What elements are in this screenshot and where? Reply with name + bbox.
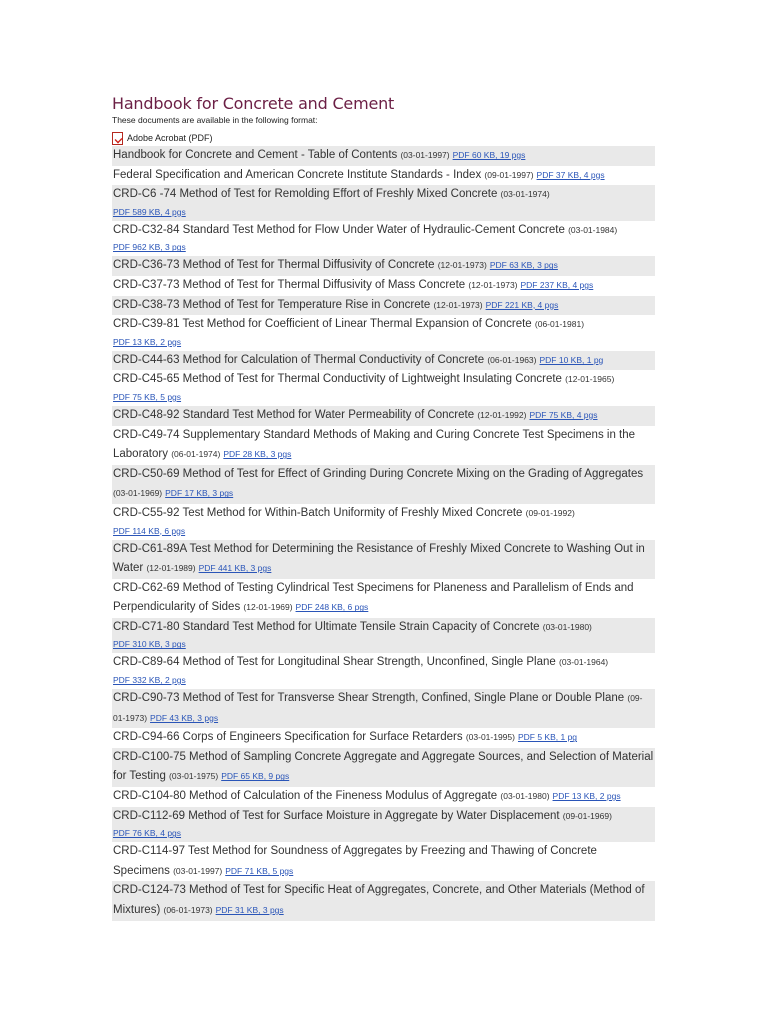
pdf-download-link[interactable]: PDF 17 KB, 3 pgs bbox=[165, 488, 234, 499]
pdf-download-link[interactable]: PDF 10 KB, 1 pg bbox=[539, 354, 604, 365]
document-date: (03-01-1975) bbox=[169, 771, 219, 782]
pdf-download-link[interactable]: PDF 31 KB, 3 pgs bbox=[215, 905, 284, 915]
document-title: CRD-C32-84 Standard Test Method for Flow Under Water of Hydraulic-Cement Concrete bbox=[113, 223, 569, 236]
document-item bbox=[112, 146, 655, 166]
document-item bbox=[112, 406, 655, 426]
document-item bbox=[112, 256, 655, 276]
pdf-download-link[interactable]: PDF 63 KB, 3 pgs bbox=[489, 260, 558, 271]
document-title: CRD-C112-69 Method of Test for Surface Moisture in Aggregate by Water Displacement bbox=[113, 809, 563, 822]
pdf-download-link[interactable]: PDF 248 KB, 6 pgs bbox=[295, 602, 369, 613]
document-list bbox=[112, 146, 655, 921]
document-date: (12-01-1989) bbox=[146, 563, 196, 574]
document-date: (03-01-1964) bbox=[559, 657, 609, 668]
document-date: (12-01-1973) bbox=[437, 260, 487, 271]
document-date: (06-01-1963) bbox=[487, 354, 537, 365]
document-title: CRD-C50-69 Method of Test for Effect of Grinding During Concrete Mixing on the Grading of Aggregates bbox=[113, 467, 644, 480]
document-item bbox=[112, 787, 655, 807]
document-title: CRD-C49-74 Supplementary Standard Methods of Making and Curing Concrete Test Specimens in the Laboratory bbox=[113, 428, 636, 461]
pdf-download-link[interactable]: PDF 60 KB, 19 pgs bbox=[452, 150, 526, 160]
document-item bbox=[112, 540, 655, 579]
pdf-download-link[interactable]: PDF 332 KB, 2 pgs bbox=[113, 675, 186, 686]
pdf-download-link[interactable]: PDF 310 KB, 3 pgs bbox=[113, 639, 186, 650]
document-title: CRD-C55-92 Test Method for Within-Batch Uniformity of Freshly Mixed Concrete bbox=[113, 506, 526, 519]
document-date: (12-01-1992) bbox=[477, 409, 527, 420]
pdf-download-link[interactable]: PDF 221 KB, 4 pgs bbox=[485, 299, 559, 310]
document-item bbox=[112, 370, 655, 406]
document-item bbox=[112, 221, 655, 257]
document-date: (06-01-1981) bbox=[534, 319, 585, 330]
document-item bbox=[112, 504, 655, 540]
document-date: (12-01-1969) bbox=[243, 602, 293, 613]
document-title: Federal Specification and American Concrete Institute Standards - Index bbox=[113, 168, 485, 181]
document-title: CRD-C61-89A Test Method for Determining the Resistance of Freshly Mixed Concrete to Washing Out in Water bbox=[113, 542, 645, 575]
page-title: Handbook for Concrete and Cement bbox=[112, 94, 395, 113]
pdf-download-link[interactable]: PDF 75 KB, 5 pgs bbox=[113, 391, 182, 402]
document-item bbox=[112, 315, 655, 351]
document-item bbox=[112, 276, 655, 296]
document-title: CRD-C104-80 Method of Calculation of the Fineness Modulus of Aggregate bbox=[113, 790, 501, 803]
document-title: CRD-C36-73 Method of Test for Thermal Diffusivity of Concrete bbox=[113, 259, 438, 272]
document-date: (03-01-1980) bbox=[542, 621, 592, 632]
document-date: (03-01-1997) bbox=[400, 150, 450, 160]
pdf-download-link[interactable]: PDF 28 KB, 3 pgs bbox=[223, 449, 292, 460]
document-title: CRD-C38-73 Method of Test for Temperature Rise in Concrete bbox=[113, 298, 434, 311]
pdf-download-link[interactable]: PDF 5 KB, 1 pg bbox=[517, 732, 578, 743]
document-item bbox=[112, 618, 655, 654]
format-label: Adobe Acrobat (PDF) bbox=[127, 133, 213, 143]
document-date: (03-01-1997) bbox=[173, 865, 223, 876]
pdf-download-link[interactable]: PDF 962 KB, 3 pgs bbox=[113, 242, 186, 253]
pdf-download-link[interactable]: PDF 65 KB, 9 pgs bbox=[221, 771, 290, 782]
pdf-download-link[interactable]: PDF 37 KB, 4 pgs bbox=[536, 169, 605, 180]
document-item bbox=[112, 689, 655, 728]
document-item bbox=[112, 465, 655, 504]
document-title: CRD-C90-73 Method of Test for Transverse Shear Strength, Confined, Single Plane or Double Plane bbox=[113, 692, 628, 705]
document-title: CRD-C89-64 Method of Test for Longitudinal Shear Strength, Unconfined, Single Plane bbox=[113, 656, 559, 669]
pdf-download-link[interactable]: PDF 76 KB, 4 pgs bbox=[113, 828, 182, 839]
document-date: (09-01-1992) bbox=[525, 507, 575, 518]
document-item bbox=[112, 842, 655, 881]
document-date: (03-01-1969) bbox=[113, 488, 163, 499]
document-date: (09-01-1969) bbox=[562, 810, 612, 821]
document-title: CRD-C124-73 Method of Test for Specific Heat of Aggregates, Concrete, and Other Materials (Method of Mixtures) bbox=[113, 884, 645, 916]
pdf-download-link[interactable]: PDF 114 KB, 6 pgs bbox=[113, 525, 186, 536]
pdf-download-link[interactable]: PDF 43 KB, 3 pgs bbox=[150, 712, 219, 723]
document-item bbox=[112, 653, 655, 689]
document-item bbox=[112, 166, 655, 186]
pdf-download-link[interactable]: PDF 441 KB, 3 pgs bbox=[198, 563, 272, 574]
document-title: CRD-C100-75 Method of Sampling Concrete Aggregate and Aggregate Sources, and Selection of Material for Testing bbox=[113, 750, 654, 783]
document-title: CRD-C48-92 Standard Test Method for Water Permeability of Concrete bbox=[113, 408, 478, 421]
document-title: CRD-C6 -74 Method of Test for Remolding Effort of Freshly Mixed Concrete bbox=[113, 188, 501, 201]
document-date: (03-01-1974) bbox=[500, 189, 550, 200]
pdf-download-link[interactable]: PDF 13 KB, 2 pgs bbox=[552, 791, 621, 802]
document-title: CRD-C39-81 Test Method for Coefficient of Linear Thermal Expansion of Concrete bbox=[113, 318, 535, 331]
document-date: (06-01-1973) bbox=[163, 905, 213, 915]
document-date: (06-01-1974) bbox=[171, 449, 221, 460]
document-item bbox=[112, 881, 655, 920]
document-title: CRD-C114-97 Test Method for Soundness of Aggregates by Freezing and Thawing of Concrete Specimens bbox=[113, 845, 597, 877]
document-page bbox=[112, 94, 655, 921]
pdf-download-link[interactable]: PDF 75 KB, 4 pgs bbox=[529, 409, 598, 420]
document-item bbox=[112, 748, 655, 787]
document-item bbox=[112, 185, 655, 221]
pdf-download-link[interactable]: PDF 71 KB, 5 pgs bbox=[225, 865, 294, 876]
document-title: CRD-C37-73 Method of Test for Thermal Diffusivity of Mass Concrete bbox=[113, 278, 469, 291]
document-date: (12-01-1973) bbox=[468, 279, 518, 290]
document-title: CRD-C94-66 Corps of Engineers Specification for Surface Retarders bbox=[113, 731, 466, 744]
document-item bbox=[112, 807, 655, 843]
pdf-download-link[interactable]: PDF 589 KB, 4 pgs bbox=[113, 206, 186, 217]
format-intro: These documents are available in the following format: bbox=[112, 115, 318, 125]
document-title: CRD-C62-69 Method of Testing Cylindrical Test Specimens for Planeness and Parallelism of Ends and Perpendicularity of Sides bbox=[113, 581, 634, 614]
document-item bbox=[112, 351, 655, 371]
document-item bbox=[112, 426, 655, 465]
document-item bbox=[112, 579, 655, 618]
document-title: Handbook for Concrete and Cement - Table of Contents bbox=[113, 149, 401, 161]
pdf-download-link[interactable]: PDF 237 KB, 4 pgs bbox=[520, 279, 594, 290]
document-title: CRD-C45-65 Method of Test for Thermal Conductivity of Lightweight Insulating Concrete bbox=[113, 373, 566, 386]
document-item bbox=[112, 728, 655, 748]
document-date: (03-01-1995) bbox=[465, 732, 515, 743]
document-item bbox=[112, 296, 655, 316]
document-date: (09-01-1973) bbox=[113, 693, 643, 723]
document-date: (09-01-1997) bbox=[484, 169, 534, 180]
document-date: (03-01-1980) bbox=[500, 791, 550, 802]
document-date: (12-01-1965) bbox=[565, 374, 615, 385]
format-row bbox=[112, 130, 655, 146]
document-title: CRD-C71-80 Standard Test Method for Ultimate Tensile Strain Capacity of Concrete bbox=[113, 620, 543, 633]
pdf-download-link[interactable]: PDF 13 KB, 2 pgs bbox=[113, 336, 182, 347]
document-title: CRD-C44-63 Method for Calculation of Thermal Conductivity of Concrete bbox=[113, 353, 488, 366]
document-date: (12-01-1973) bbox=[433, 299, 483, 310]
document-date: (03-01-1984) bbox=[568, 224, 618, 235]
pdf-icon bbox=[112, 132, 123, 145]
